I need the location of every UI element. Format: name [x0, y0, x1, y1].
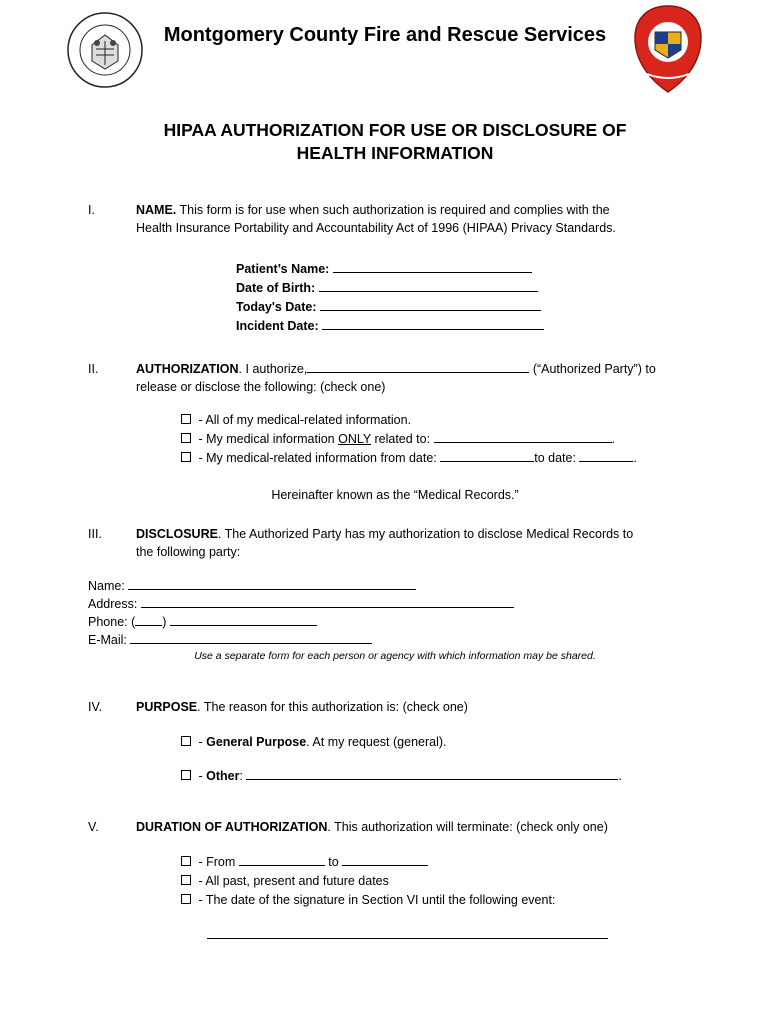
- section-2-text-2: release or disclose the following: (check one): [136, 380, 386, 394]
- section-2-options: [181, 411, 637, 468]
- checkbox-all-dates[interactable]: [181, 875, 191, 885]
- title-line-2: HEALTH INFORMATION: [296, 143, 494, 163]
- checkbox-until-event[interactable]: [181, 894, 191, 904]
- checkbox-date-range[interactable]: [181, 452, 191, 462]
- from-a: - From: [195, 855, 239, 869]
- section-1-text-2: Health Insurance Portability and Accountability Act of 1996 (HIPAA) Privacy Standards.: [136, 221, 616, 235]
- section-3-text-2: the following party:: [136, 545, 241, 559]
- general-a: -: [195, 735, 207, 749]
- to-date-field[interactable]: [579, 449, 633, 462]
- other-period: .: [618, 769, 622, 783]
- termination-event-field[interactable]: [207, 938, 608, 939]
- section-3-text: [136, 525, 696, 561]
- option-only-a: - My medical information: [195, 432, 339, 446]
- incident-date-label: Incident Date:: [236, 319, 319, 333]
- option-only-period: .: [611, 432, 616, 446]
- section-2-label: AUTHORIZATION: [136, 362, 239, 376]
- duration-from-field[interactable]: [239, 853, 325, 866]
- duration-options: [181, 853, 555, 910]
- date-of-birth-field[interactable]: [319, 279, 538, 292]
- checkbox-only-related[interactable]: [181, 433, 191, 443]
- option-only-word: ONLY: [338, 432, 371, 446]
- recipient-fields: [88, 577, 514, 649]
- section-4-text-1: . The reason for this authorization is: (check one): [197, 700, 468, 714]
- all-dates-text: - All past, present and future dates: [195, 874, 389, 888]
- patient-fields: [236, 260, 544, 336]
- recipient-email-field[interactable]: [130, 631, 372, 644]
- section-1-text: [136, 201, 696, 237]
- until-event-text: - The date of the signature in Section VI until the following event:: [195, 893, 556, 907]
- recipient-address-field[interactable]: [141, 595, 514, 608]
- option-date-a: - My medical-related information from date:: [195, 451, 441, 465]
- checkbox-all-info[interactable]: [181, 414, 191, 424]
- patient-name-label: Patient’s Name:: [236, 262, 330, 276]
- section-2-number: II.: [88, 362, 99, 376]
- purpose-option-other: [181, 767, 622, 786]
- checkbox-from-to[interactable]: [181, 856, 191, 866]
- option-date-b: to date:: [534, 451, 580, 465]
- option-date-period: .: [633, 451, 637, 465]
- section-1-text-1: This form is for use when such authorization is required and complies with the: [176, 203, 610, 217]
- recipient-name-label: Name:: [88, 579, 129, 593]
- checkbox-general-purpose[interactable]: [181, 736, 191, 746]
- section-4-text: [136, 698, 696, 716]
- section-3-number: III.: [88, 527, 102, 541]
- todays-date-field[interactable]: [320, 298, 541, 311]
- section-1-number: I.: [88, 203, 95, 217]
- other-label: Other: [206, 769, 240, 783]
- date-of-birth-label: Date of Birth:: [236, 281, 316, 295]
- recipient-phone-label: Phone: (: [88, 615, 136, 629]
- checkbox-other-purpose[interactable]: [181, 770, 191, 780]
- title-line-1: HIPAA AUTHORIZATION FOR USE OR DISCLOSURE OF: [163, 120, 627, 140]
- phone-paren: ): [162, 615, 167, 629]
- purpose-option-general: [181, 733, 447, 752]
- duration-to-field[interactable]: [342, 853, 428, 866]
- organization-name: Montgomery County Fire and Rescue Services: [163, 24, 607, 46]
- other-a: -: [195, 769, 207, 783]
- section-5-number: V.: [88, 820, 99, 834]
- county-seal-logo: [66, 11, 144, 89]
- section-3-label: DISCLOSURE: [136, 527, 218, 541]
- other-c: :: [239, 769, 247, 783]
- phone-number-field[interactable]: [170, 613, 317, 626]
- authorized-party-field[interactable]: [307, 360, 529, 373]
- section-4-number: IV.: [88, 700, 103, 714]
- form-title: [0, 119, 770, 165]
- related-to-field[interactable]: [434, 430, 612, 443]
- option-only-b: related to:: [371, 432, 434, 446]
- section-4-label: PURPOSE: [136, 700, 198, 714]
- from-date-field[interactable]: [440, 449, 534, 462]
- section-2-text-a: . I authorize,: [238, 362, 308, 376]
- todays-date-label: Today's Date:: [236, 300, 317, 314]
- from-b: to: [324, 855, 343, 869]
- general-label: General Purpose: [206, 735, 307, 749]
- hereinafter-text: Hereinafter known as the “Medical Records.”: [271, 488, 519, 502]
- recipient-email-label: E-Mail:: [88, 633, 131, 647]
- section-3-text-1: . The Authorized Party has my authorization to disclose Medical Records to: [217, 527, 634, 541]
- section-5-text-1: . This authorization will terminate: (check only one): [327, 820, 608, 834]
- recipient-address-label: Address:: [88, 597, 141, 611]
- separate-form-note: Use a separate form for each person or agency with which information may be shared.: [194, 650, 596, 662]
- phone-area-code-field[interactable]: [135, 613, 162, 626]
- general-c: . At my request (general).: [306, 735, 447, 749]
- section-5-label: DURATION OF AUTHORIZATION: [136, 820, 328, 834]
- fire-rescue-badge-logo: [633, 4, 703, 94]
- section-2-text: [136, 360, 696, 396]
- section-1-label: NAME.: [136, 203, 177, 217]
- other-purpose-field[interactable]: [246, 767, 618, 780]
- section-2-text-b: (“Authorized Party”) to: [529, 362, 656, 376]
- incident-date-field[interactable]: [322, 317, 544, 330]
- recipient-name-field[interactable]: [128, 577, 416, 590]
- option-all-info: - All of my medical-related information.: [195, 413, 412, 427]
- section-5-text: [136, 818, 696, 836]
- patient-name-field[interactable]: [333, 260, 532, 273]
